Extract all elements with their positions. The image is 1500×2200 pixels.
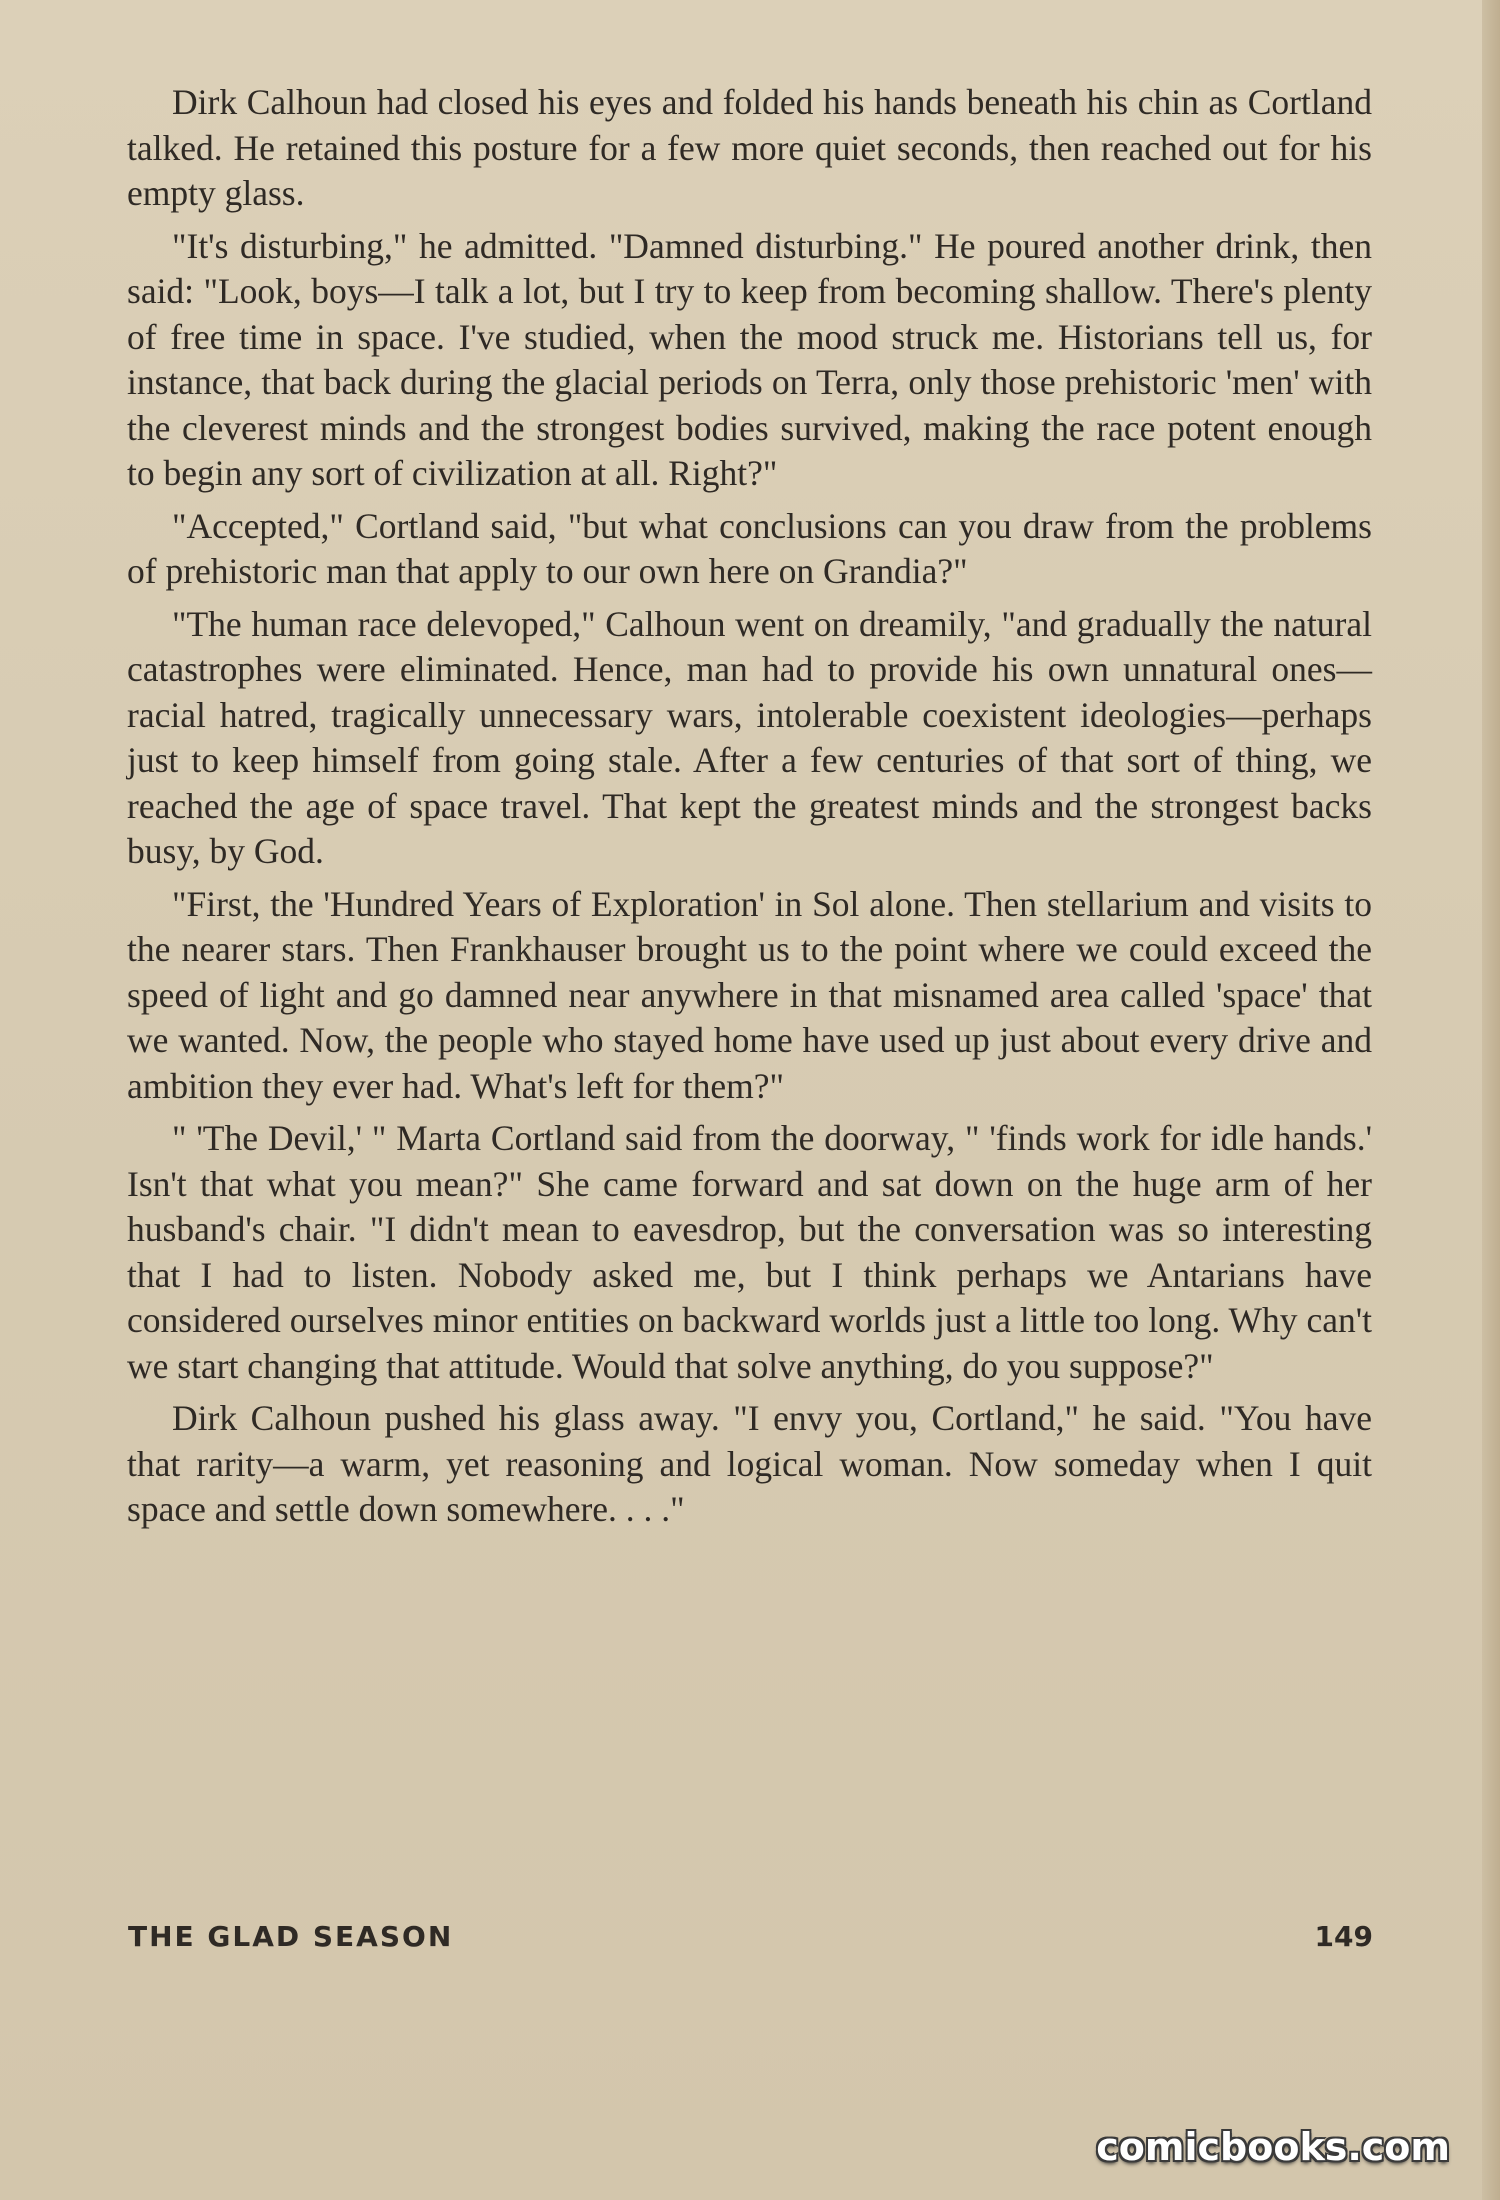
page-footer [128,1920,1373,1960]
site-watermark: comicbooks.com [1096,2125,1450,2169]
paragraph-1: Dirk Calhoun had closed his eyes and folded his hands beneath his chin as Cortland talked. He retained this posture for a few more quiet seconds, then reached out for his empty glass. [127,82,1372,213]
body-text [127,80,1372,1540]
paragraph-5: "First, the 'Hundred Years of Exploration' in Sol alone. Then stellarium and visits to the nearer stars. Then Frankhauser brought us to the point where we could exceed the speed of light and go damned near anywhere in that misnamed area called 'space' that we wanted. Now, the people who stayed home have used up just about every drive and ambition they ever had. What's left for them?" [127,883,1372,1106]
paragraph-2: "It's disturbing," he admitted. "Damned disturbing." He poured another drink, then said: "Look, boys—I talk a lot, but I try to keep from becoming shallow. There's plenty of free time in space. I've studied, when the mood struck me. Historians tell us, for instance, that back during the glacial periods on Terra, only those prehistoric 'men' with the cleverest minds and the strongest bodies survived, making the race potent enough to begin any sort of civilization at all. Right?" [127,225,1372,493]
paragraph-7: Dirk Calhoun pushed his glass away. "I envy you, Cortland," he said. "You have that rarity—a warm, yet reasoning and logical woman. Now someday when I quit space and settle down somewhere. . . ." [127,1398,1372,1529]
page-number: 149 [1314,1920,1373,1953]
paragraph-3: "Accepted," Cortland said, "but what conclusions can you draw from the problems of prehistoric man that apply to our own here on Grandia?" [127,505,1372,591]
paragraph-4: "The human race delevoped," Calhoun went on dreamily, "and gradually the natural catastrophes were eliminated. Hence, man had to provide his own unnatural ones—racial hatred, tragically unnecessary wars, intolerable coexistent ideologies—perhaps just to keep himself from going stale. After a few centuries of that sort of thing, we reached the age of space travel. That kept the greatest minds and the strongest backs busy, by God. [127,603,1372,871]
running-head: THE GLAD SEASON [128,1920,454,1953]
paragraph-6: " 'The Devil,' " Marta Cortland said from the doorway, " 'finds work for idle hands.' Isn't that what you mean?" She came forward and sat down on the huge arm of her husband's chair. "I didn't mean to eavesdrop, but the conversation was so interesting that I had to listen. Nobody asked me, but I think perhaps we Antarians have considered ourselves minor entities on backward worlds just a little too long. Why can't we start changing that attitude. Would that solve anything, do you suppose?" [127,1118,1372,1386]
page-edge [1482,0,1500,2200]
